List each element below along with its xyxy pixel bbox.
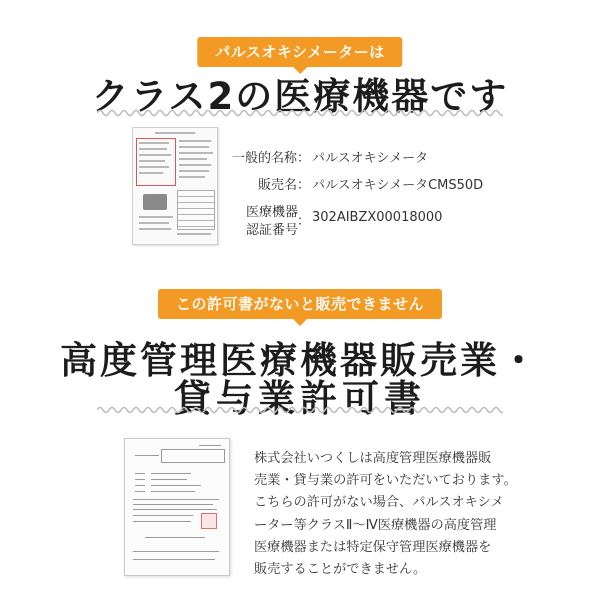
sales-name-label: 販売名： <box>257 178 310 193</box>
paragraph-line: 医療機器または特定保守管理医療機器を <box>254 539 492 555</box>
certification-label-line2: 認証番号 <box>245 223 298 238</box>
paragraph-line: 販売することができません。 <box>254 562 427 578</box>
medical-device-certificate-image <box>132 127 218 245</box>
certification-number-value: 302AIBZX00018000 <box>312 210 443 225</box>
wavy-divider <box>97 405 503 415</box>
sales-license-certificate-image <box>124 438 230 576</box>
certification-colon: ： <box>296 214 310 229</box>
general-name-label: 一般的名称： <box>231 151 310 166</box>
license-description <box>254 448 574 581</box>
section2-heading-line2: 貸与業許可書 <box>174 377 426 420</box>
section2-badge: この許可書がないと販売できません <box>158 289 442 319</box>
paragraph-line: ーター等クラスⅡ～Ⅳ医療機器の高度管理 <box>254 517 497 533</box>
section1-heading: クラス2の医療機器です <box>91 75 509 118</box>
paragraph-line: こちらの許可がない場合、パルスオキシメ <box>254 495 504 511</box>
section1-badge: パルスオキシメーターは <box>197 37 402 67</box>
general-name-value: パルスオキシメータ <box>312 151 429 166</box>
section2-heading-line1: 高度管理医療機器販売業・ <box>60 339 540 382</box>
sales-name-value: パルスオキシメータCMS50D <box>312 178 484 193</box>
certification-label-line1: 医療機器 <box>245 205 298 220</box>
paragraph-line: 売業・貸与業の許可をいただいております。 <box>254 473 517 489</box>
paragraph-line: 株式会社いつくしは高度管理医療機器販 <box>254 451 492 466</box>
